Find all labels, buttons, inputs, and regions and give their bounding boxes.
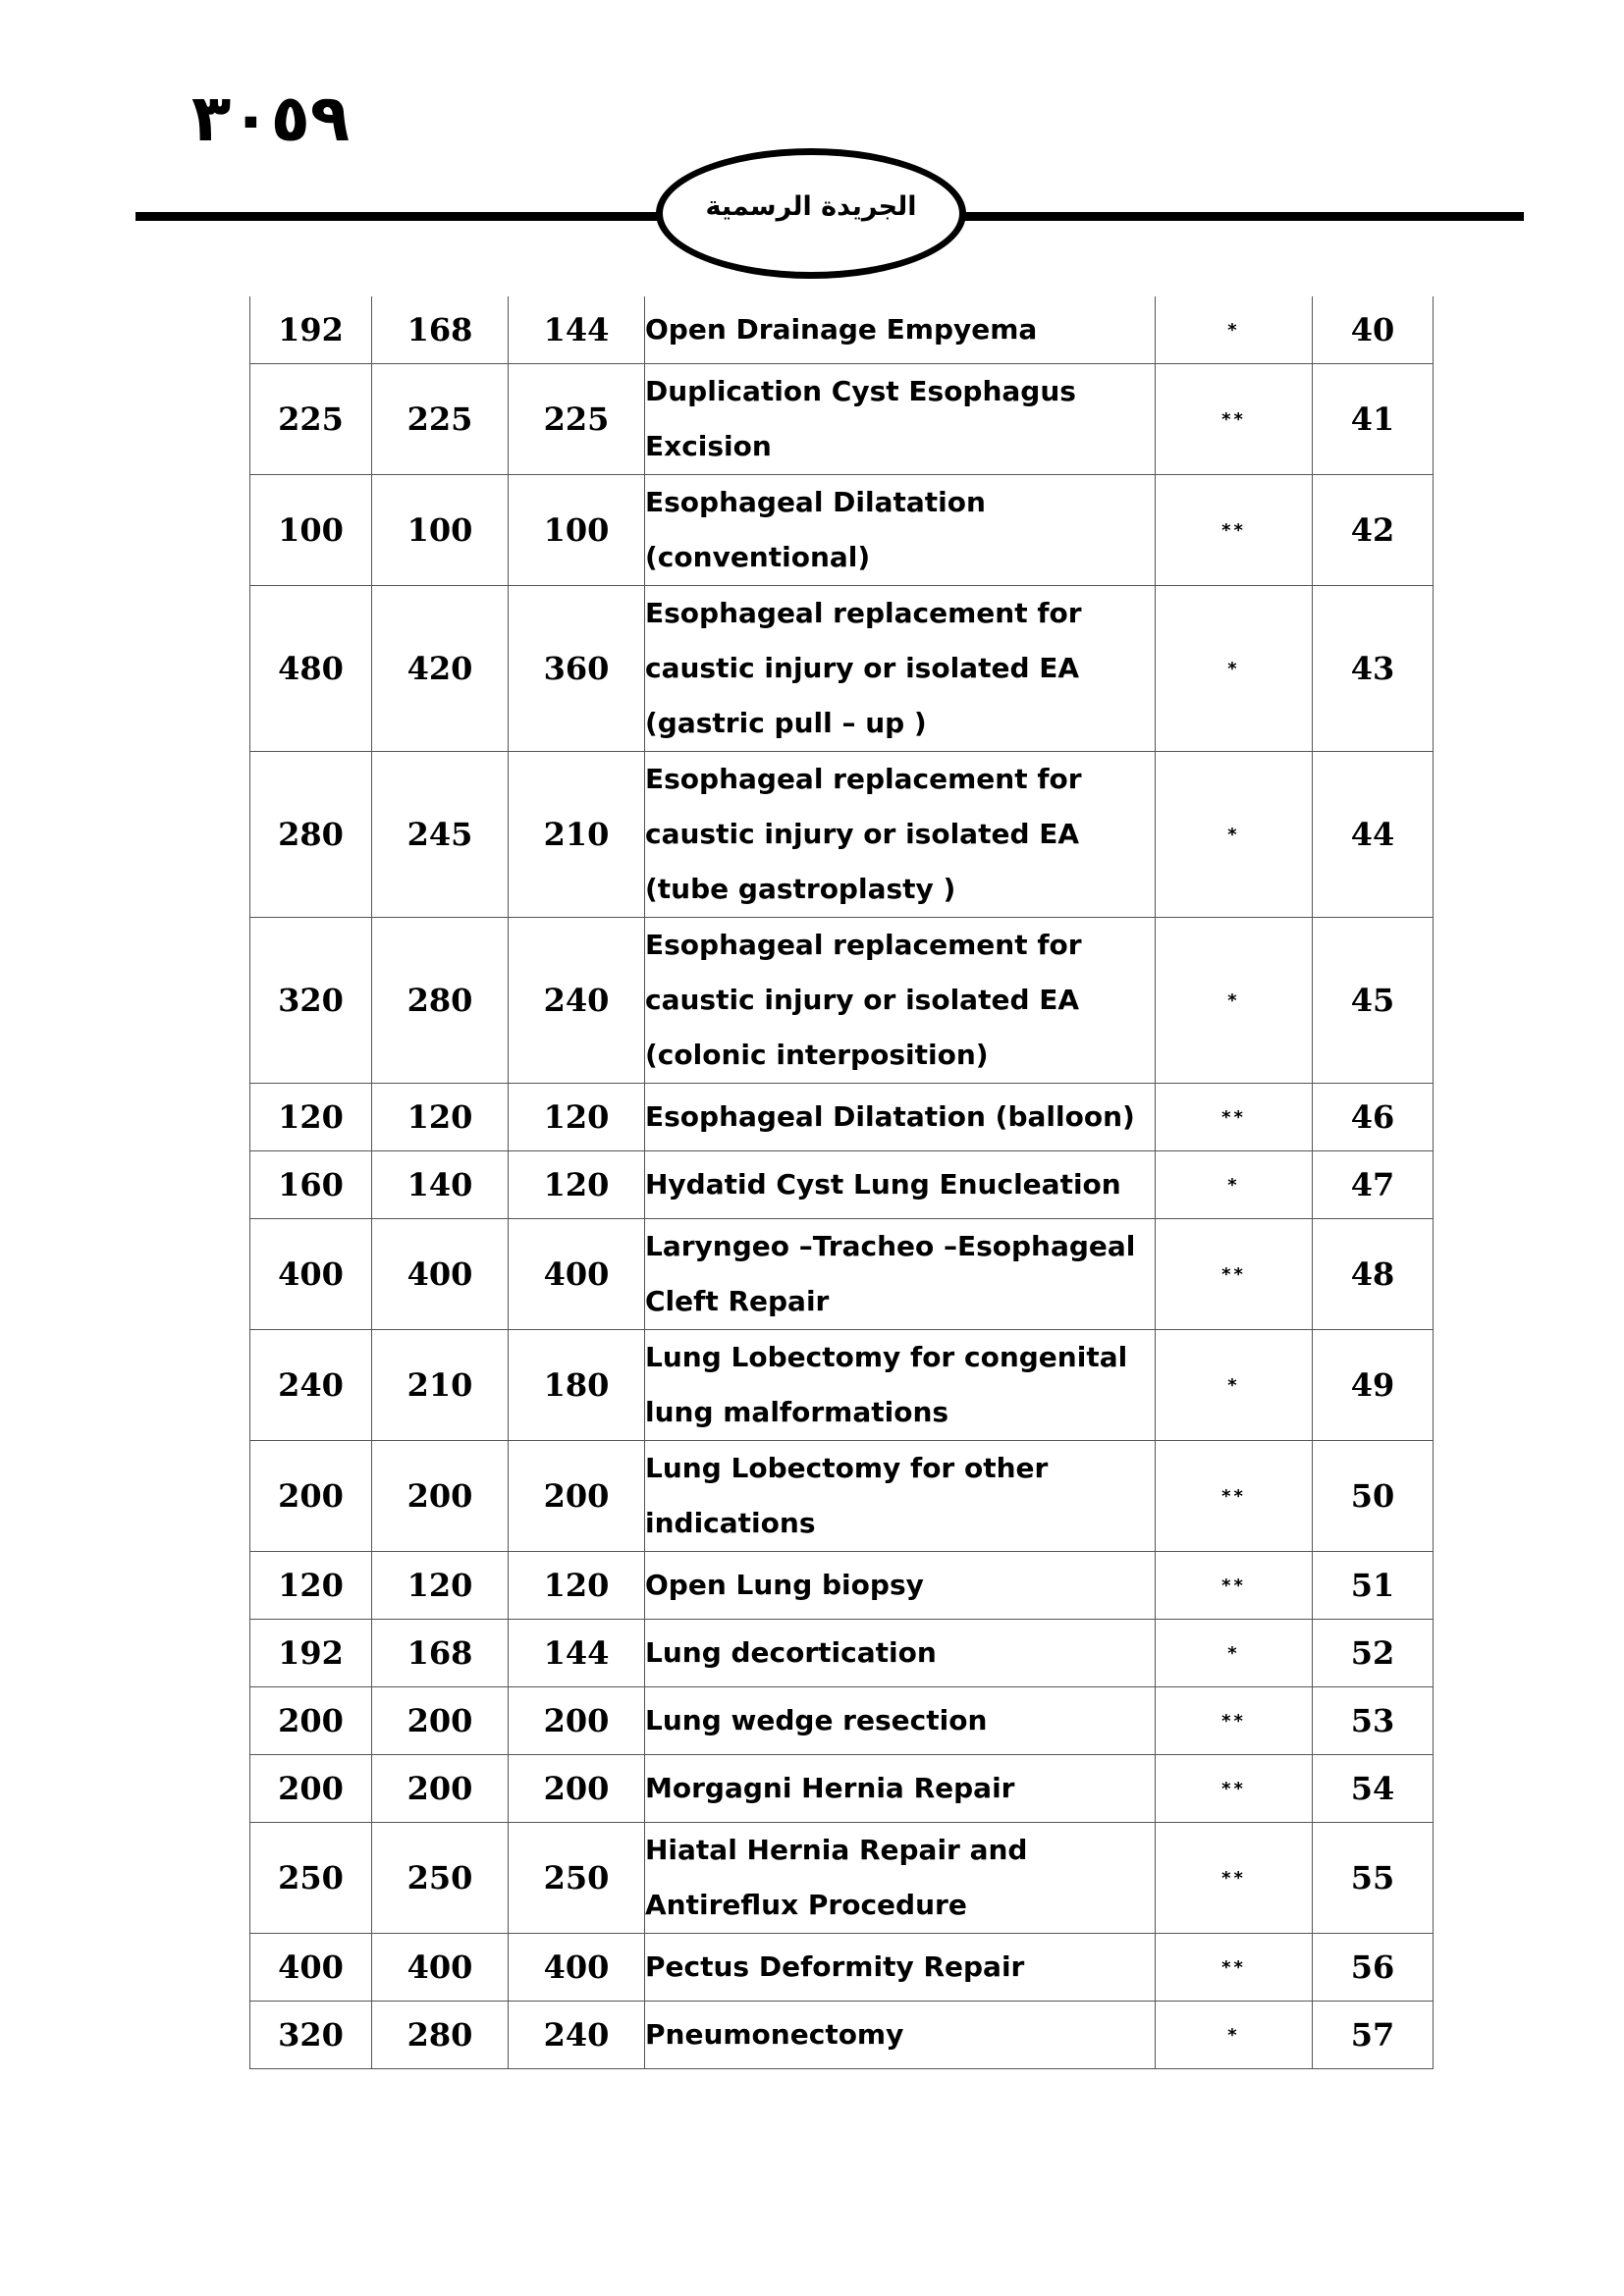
row-index: 48	[1313, 1219, 1434, 1330]
procedure-description	[645, 1934, 1156, 2002]
category-mark: **	[1156, 1552, 1313, 1620]
fee-cell-c3: 200	[509, 1755, 645, 1823]
row-index: 49	[1313, 1330, 1434, 1441]
fee-cell-c3: 360	[509, 586, 645, 752]
category-mark: **	[1156, 1084, 1313, 1151]
category-mark: *	[1156, 1151, 1313, 1219]
fee-cell-c2: 245	[372, 752, 509, 918]
procedure-description-line: caustic injury or isolated EA	[645, 818, 1080, 850]
category-mark: **	[1156, 1687, 1313, 1755]
table-row	[250, 1219, 1434, 1330]
fee-cell-c1: 240	[250, 1330, 372, 1441]
procedure-description	[645, 1687, 1156, 1755]
procedure-description-line: lung malformations	[645, 1396, 949, 1428]
category-mark: **	[1156, 1755, 1313, 1823]
table-row	[250, 918, 1434, 1084]
procedure-description-line: Esophageal replacement for	[645, 597, 1082, 629]
row-index: 57	[1313, 2002, 1434, 2069]
fee-cell-c1: 400	[250, 1219, 372, 1330]
procedure-description-line: Excision	[645, 430, 772, 462]
fee-cell-c2: 210	[372, 1330, 509, 1441]
table-row	[250, 1084, 1434, 1151]
row-index: 47	[1313, 1151, 1434, 1219]
procedure-description	[645, 296, 1156, 364]
table-row	[250, 364, 1434, 475]
row-index: 46	[1313, 1084, 1434, 1151]
fee-cell-c3: 250	[509, 1823, 645, 1934]
category-mark: **	[1156, 475, 1313, 586]
table-row	[250, 1755, 1434, 1823]
fee-cell-c2: 280	[372, 2002, 509, 2069]
fee-cell-c3: 400	[509, 1934, 645, 2002]
fee-cell-c3: 200	[509, 1441, 645, 1552]
table-row	[250, 1330, 1434, 1441]
table-row	[250, 1441, 1434, 1552]
row-index: 56	[1313, 1934, 1434, 2002]
procedure-description	[645, 586, 1156, 752]
procedure-description	[645, 1151, 1156, 1219]
procedure-description	[645, 475, 1156, 586]
table-row	[250, 752, 1434, 918]
category-mark: *	[1156, 1620, 1313, 1687]
procedure-description	[645, 2002, 1156, 2069]
procedure-description	[645, 364, 1156, 475]
fee-cell-c1: 192	[250, 1620, 372, 1687]
fee-cell-c2: 200	[372, 1687, 509, 1755]
fee-cell-c1: 280	[250, 752, 372, 918]
procedure-description-line: Lung wedge resection	[645, 1704, 988, 1736]
row-index: 45	[1313, 918, 1434, 1084]
table-row	[250, 1934, 1434, 2002]
row-index: 43	[1313, 586, 1434, 752]
fee-cell-c2: 225	[372, 364, 509, 475]
fee-cell-c1: 120	[250, 1084, 372, 1151]
procedure-description-line: Morgagni Hernia Repair	[645, 1772, 1015, 1804]
procedure-description-line: indications	[645, 1507, 816, 1539]
fee-cell-c1: 400	[250, 1934, 372, 2002]
category-mark: **	[1156, 1219, 1313, 1330]
fee-cell-c2: 120	[372, 1084, 509, 1151]
fee-cell-c2: 400	[372, 1934, 509, 2002]
procedure-description-line: caustic injury or isolated EA	[645, 984, 1080, 1016]
procedure-description	[645, 1755, 1156, 1823]
fee-cell-c2: 400	[372, 1219, 509, 1330]
category-mark: *	[1156, 1330, 1313, 1441]
procedure-description-line: Esophageal replacement for	[645, 763, 1082, 795]
procedure-description-line: Antireflux Procedure	[645, 1889, 967, 1921]
fee-cell-c2: 168	[372, 1620, 509, 1687]
gazette-title-oval	[656, 148, 966, 279]
category-mark: *	[1156, 752, 1313, 918]
procedure-description-line: Duplication Cyst Esophagus	[645, 375, 1076, 407]
procedure-description-line: (tube gastroplasty )	[645, 873, 956, 905]
fee-cell-c3: 144	[509, 1620, 645, 1687]
fee-cell-c3: 120	[509, 1552, 645, 1620]
procedure-description-line: Lung Lobectomy for other	[645, 1452, 1049, 1484]
table-row	[250, 1552, 1434, 1620]
row-index: 53	[1313, 1687, 1434, 1755]
fee-cell-c2: 100	[372, 475, 509, 586]
category-mark: **	[1156, 1823, 1313, 1934]
fee-cell-c1: 320	[250, 2002, 372, 2069]
procedure-description-line: Hydatid Cyst Lung Enucleation	[645, 1168, 1121, 1201]
fee-cell-c2: 200	[372, 1755, 509, 1823]
procedure-description	[645, 1441, 1156, 1552]
fee-cell-c1: 200	[250, 1441, 372, 1552]
category-mark: **	[1156, 1934, 1313, 2002]
category-mark: **	[1156, 1441, 1313, 1552]
procedure-description-line: (colonic interposition)	[645, 1039, 989, 1071]
table-row	[250, 1151, 1434, 1219]
fee-cell-c3: 225	[509, 364, 645, 475]
fee-cell-c1: 225	[250, 364, 372, 475]
category-mark: *	[1156, 2002, 1313, 2069]
procedure-description	[645, 1620, 1156, 1687]
fee-cell-c3: 200	[509, 1687, 645, 1755]
procedure-description	[645, 1552, 1156, 1620]
fee-cell-c3: 400	[509, 1219, 645, 1330]
procedure-description-line: (gastric pull – up )	[645, 707, 927, 739]
fees-table	[249, 296, 1434, 2069]
row-index: 55	[1313, 1823, 1434, 1934]
fee-cell-c3: 210	[509, 752, 645, 918]
fee-cell-c1: 200	[250, 1755, 372, 1823]
fee-cell-c1: 250	[250, 1823, 372, 1934]
procedure-description-line: Hiatal Hernia Repair and	[645, 1834, 1028, 1866]
procedure-description	[645, 1084, 1156, 1151]
fee-cell-c3: 120	[509, 1151, 645, 1219]
fee-cell-c1: 100	[250, 475, 372, 586]
fee-cell-c1: 120	[250, 1552, 372, 1620]
procedure-description-line: Lung decortication	[645, 1636, 937, 1669]
fee-cell-c3: 120	[509, 1084, 645, 1151]
page-number: ٣٠٥٩	[191, 80, 351, 156]
table-row	[250, 1823, 1434, 1934]
procedure-description	[645, 1219, 1156, 1330]
procedure-description-line: Open Drainage Empyema	[645, 313, 1038, 346]
fee-cell-c2: 250	[372, 1823, 509, 1934]
row-index: 50	[1313, 1441, 1434, 1552]
procedure-description-line: Esophageal Dilatation (balloon)	[645, 1100, 1135, 1133]
row-index: 42	[1313, 475, 1434, 586]
row-index: 52	[1313, 1620, 1434, 1687]
fee-cell-c1: 192	[250, 296, 372, 364]
procedure-description-line: Pneumonectomy	[645, 2018, 904, 2051]
row-index: 44	[1313, 752, 1434, 918]
fee-cell-c1: 200	[250, 1687, 372, 1755]
category-mark: **	[1156, 364, 1313, 475]
procedure-description	[645, 918, 1156, 1084]
fee-cell-c3: 180	[509, 1330, 645, 1441]
category-mark: *	[1156, 296, 1313, 364]
fee-cell-c3: 100	[509, 475, 645, 586]
fee-cell-c2: 420	[372, 586, 509, 752]
gazette-title: الجريدة الرسمية	[705, 191, 917, 222]
fees-table-body	[250, 296, 1434, 2069]
fee-cell-c1: 320	[250, 918, 372, 1084]
table-row	[250, 2002, 1434, 2069]
procedure-description-line: Esophageal Dilatation	[645, 486, 986, 518]
fee-cell-c2: 200	[372, 1441, 509, 1552]
fee-cell-c1: 480	[250, 586, 372, 752]
category-mark: *	[1156, 918, 1313, 1084]
table-row	[250, 586, 1434, 752]
fee-cell-c1: 160	[250, 1151, 372, 1219]
procedure-description-line: Cleft Repair	[645, 1285, 830, 1317]
table-row	[250, 296, 1434, 364]
fee-cell-c2: 120	[372, 1552, 509, 1620]
procedure-description-line: caustic injury or isolated EA	[645, 652, 1080, 684]
procedure-description-line: Open Lung biopsy	[645, 1569, 924, 1601]
table-row	[250, 1620, 1434, 1687]
row-index: 54	[1313, 1755, 1434, 1823]
fee-cell-c3: 240	[509, 2002, 645, 2069]
row-index: 41	[1313, 364, 1434, 475]
fee-cell-c2: 280	[372, 918, 509, 1084]
procedure-description-line: Esophageal replacement for	[645, 929, 1082, 961]
procedure-description-line: Laryngeo –Tracheo –Esophageal	[645, 1230, 1136, 1262]
table-row	[250, 475, 1434, 586]
procedure-description	[645, 1823, 1156, 1934]
row-index: 40	[1313, 296, 1434, 364]
category-mark: *	[1156, 586, 1313, 752]
procedure-description	[645, 1330, 1156, 1441]
fee-cell-c3: 240	[509, 918, 645, 1084]
procedure-description-line: Pectus Deformity Repair	[645, 1950, 1025, 1983]
procedure-description-line: Lung Lobectomy for congenital	[645, 1341, 1128, 1373]
fee-cell-c3: 144	[509, 296, 645, 364]
fee-cell-c2: 140	[372, 1151, 509, 1219]
row-index: 51	[1313, 1552, 1434, 1620]
fee-cell-c2: 168	[372, 296, 509, 364]
table-row	[250, 1687, 1434, 1755]
procedure-description	[645, 752, 1156, 918]
procedure-description-line: (conventional)	[645, 541, 871, 573]
